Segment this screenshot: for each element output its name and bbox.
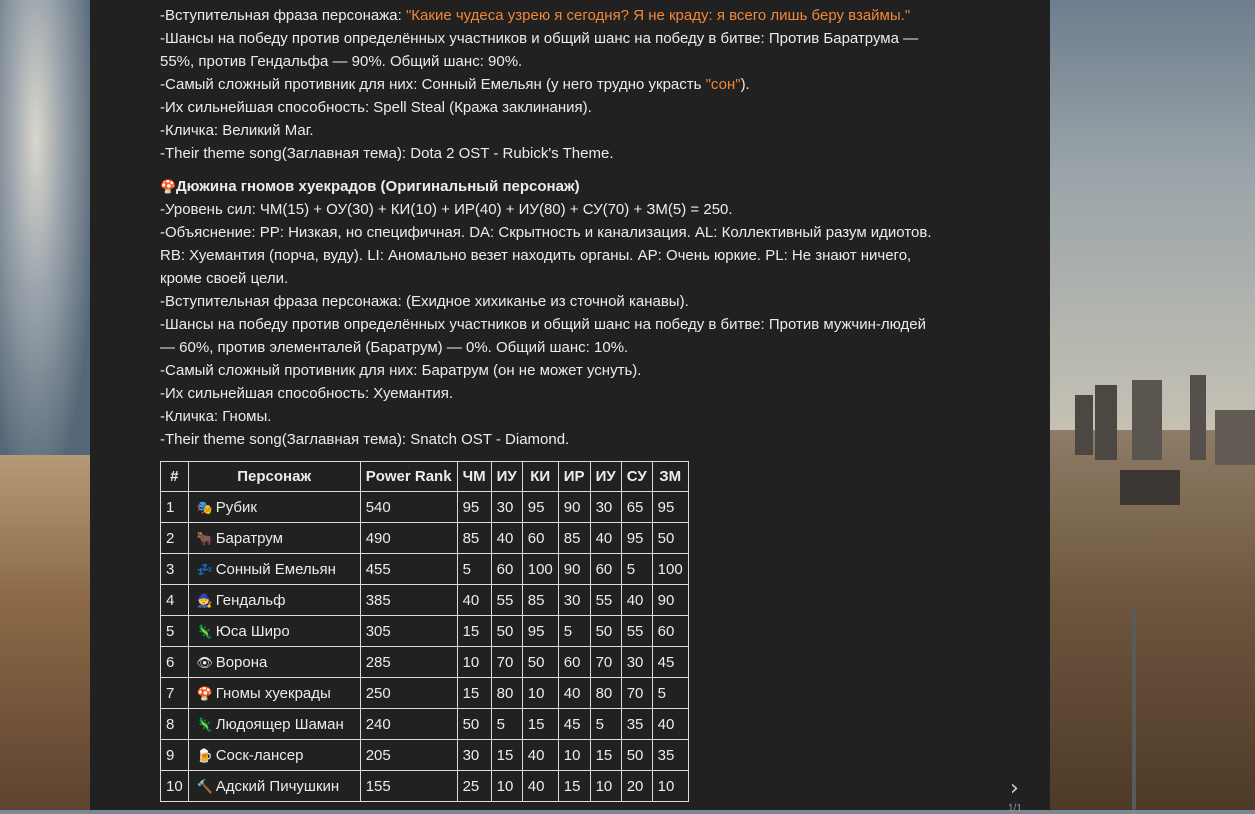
header-power-rank: Power Rank bbox=[360, 462, 457, 492]
character-cell bbox=[188, 554, 360, 585]
row-number: 1 bbox=[161, 492, 189, 523]
background-right-sky bbox=[1050, 0, 1255, 430]
table-row bbox=[161, 585, 689, 616]
stat-cell: 10 bbox=[558, 740, 590, 771]
stat-cell: 10 bbox=[522, 678, 558, 709]
header-stat: ИУ bbox=[590, 462, 621, 492]
table-row bbox=[161, 523, 689, 554]
stat-cell: 45 bbox=[652, 647, 688, 678]
stat-cell: 50 bbox=[491, 616, 522, 647]
mushroom-icon: 🍄 bbox=[196, 685, 213, 701]
stat-cell: 15 bbox=[522, 709, 558, 740]
power-rank-cell: 240 bbox=[360, 709, 457, 740]
masks-icon: 🎭 bbox=[196, 499, 213, 515]
row-number: 4 bbox=[161, 585, 189, 616]
table-row bbox=[161, 709, 689, 740]
stat-cell: 30 bbox=[457, 740, 491, 771]
header-stat: СУ bbox=[621, 462, 652, 492]
lizard-icon: 🦎 bbox=[196, 623, 213, 639]
character-name: Сонный Емельян bbox=[215, 560, 336, 578]
stat-cell: 55 bbox=[590, 585, 621, 616]
header-stat: ЗМ bbox=[652, 462, 688, 492]
stat-cell: 95 bbox=[457, 492, 491, 523]
stat-cell: 40 bbox=[621, 585, 652, 616]
stat-cell: 90 bbox=[652, 585, 688, 616]
rock-spire bbox=[1215, 410, 1255, 465]
stat-cell: 30 bbox=[558, 585, 590, 616]
row-number: 3 bbox=[161, 554, 189, 585]
row-number: 5 bbox=[161, 616, 189, 647]
character-name: Юса Широ bbox=[215, 622, 290, 640]
stat-cell: 60 bbox=[522, 523, 558, 554]
row-number: 2 bbox=[161, 523, 189, 554]
chat-panel bbox=[90, 0, 1050, 810]
theme-line: -Their theme song(Заглавная тема): Dota 2 OST - Rubick's Theme. bbox=[160, 145, 614, 162]
lizard-icon: 🦎 bbox=[196, 716, 213, 732]
stat-cell: 30 bbox=[491, 492, 522, 523]
ability-line: -Их сильнейшая способность: Хуемантия. bbox=[160, 385, 454, 402]
zzz-icon: 💤 bbox=[196, 561, 213, 577]
intro-quote: "Какие чудеса узрею я сегодня? Я не краду: я всего лишь беру взаймы." bbox=[405, 7, 911, 24]
row-number: 8 bbox=[161, 709, 189, 740]
rock-spire bbox=[1075, 395, 1093, 455]
stat-cell: 95 bbox=[522, 616, 558, 647]
power-rank-cell: 455 bbox=[360, 554, 457, 585]
nickname-line: -Кличка: Гномы. bbox=[160, 408, 272, 425]
hardest-opponent-line: -Самый сложный противник для них: Баратрум (он не может уснуть). bbox=[160, 362, 642, 379]
character-name: Соск-лансер bbox=[215, 746, 304, 764]
nickname-line: -Кличка: Великий Маг. bbox=[160, 122, 314, 139]
stat-cell: 65 bbox=[621, 492, 652, 523]
character-name: Баратрум bbox=[215, 529, 283, 547]
header-stat: ИР bbox=[558, 462, 590, 492]
pager-indicator: 1/1 bbox=[1008, 803, 1022, 814]
character-name: Адский Пичушкин bbox=[215, 777, 340, 795]
table-row bbox=[161, 616, 689, 647]
stat-cell: 80 bbox=[491, 678, 522, 709]
stat-cell: 5 bbox=[590, 709, 621, 740]
stat-cell: 15 bbox=[491, 740, 522, 771]
row-number: 9 bbox=[161, 740, 189, 771]
stat-cell: 100 bbox=[522, 554, 558, 585]
header-character: Персонаж bbox=[188, 462, 360, 492]
scrollbar-thumb[interactable] bbox=[1132, 610, 1136, 810]
stat-cell: 50 bbox=[621, 740, 652, 771]
table-row bbox=[161, 678, 689, 709]
character-name: Людоящер Шаман bbox=[215, 715, 344, 733]
stat-cell: 95 bbox=[652, 492, 688, 523]
stat-cell: 55 bbox=[491, 585, 522, 616]
explanation-line: -Объяснение: PP: Низкая, но специфичная. DA: Скрытность и канализация. AL: Коллективный разум идиотов. bbox=[160, 224, 932, 241]
header-stat: ЧМ bbox=[457, 462, 491, 492]
rock-spire bbox=[1190, 375, 1206, 460]
character-cell bbox=[188, 647, 360, 678]
table-header-row bbox=[161, 462, 689, 492]
odds-line: — 60%, против элементалей (Баратрум) — 0%. Общий шанс: 10%. bbox=[160, 339, 629, 356]
stat-cell: 70 bbox=[491, 647, 522, 678]
stat-cell: 100 bbox=[652, 554, 688, 585]
beer-icon: 🍺 bbox=[196, 747, 213, 763]
stat-cell: 10 bbox=[457, 647, 491, 678]
rock-spire bbox=[1095, 385, 1117, 460]
stat-cell: 40 bbox=[652, 709, 688, 740]
stat-cell: 15 bbox=[457, 616, 491, 647]
character-name: Рубик bbox=[215, 498, 257, 516]
ox-icon: 🐂 bbox=[196, 530, 213, 546]
stat-cell: 40 bbox=[590, 523, 621, 554]
power-rank-cell: 540 bbox=[360, 492, 457, 523]
table-row bbox=[161, 740, 689, 771]
stat-cell: 10 bbox=[491, 771, 522, 802]
character-cell bbox=[188, 771, 360, 802]
stat-cell: 50 bbox=[522, 647, 558, 678]
intro-line: -Вступительная фраза персонажа: "Какие чудеса узрею я сегодня? Я не краду: я всего лишь беру взаймы." bbox=[160, 7, 911, 24]
rock-boulder bbox=[1120, 470, 1180, 505]
stat-cell: 85 bbox=[457, 523, 491, 554]
stat-cell: 5 bbox=[491, 709, 522, 740]
stat-cell: 5 bbox=[621, 554, 652, 585]
stat-cell: 40 bbox=[522, 771, 558, 802]
character-cell bbox=[188, 740, 360, 771]
power-rank-cell: 155 bbox=[360, 771, 457, 802]
power-line: -Уровень сил: ЧМ(15) + ОУ(30) + КИ(10) + ИР(40) + ИУ(80) + СУ(70) + ЗМ(5) = 250. bbox=[160, 201, 733, 218]
background-left-ground bbox=[0, 455, 90, 810]
stat-cell: 35 bbox=[621, 709, 652, 740]
background-left-sky bbox=[0, 0, 90, 460]
character-cell bbox=[188, 492, 360, 523]
theme-line: -Their theme song(Заглавная тема): Snatch OST - Diamond. bbox=[160, 431, 570, 448]
odds-line: 55%, против Гендальфа — 90%. Общий шанс: 90%. bbox=[160, 53, 523, 70]
stat-cell: 10 bbox=[652, 771, 688, 802]
eye-icon: 👁 bbox=[196, 654, 213, 670]
stat-cell: 95 bbox=[621, 523, 652, 554]
stat-cell: 40 bbox=[522, 740, 558, 771]
character-name: Гномы хуекрады bbox=[215, 684, 331, 702]
stat-cell: 15 bbox=[590, 740, 621, 771]
hardest-opponent-line: -Самый сложный противник для них: Сонный Емельян (у него трудно украсть "сон"). bbox=[160, 76, 750, 93]
power-rank-cell: 285 bbox=[360, 647, 457, 678]
hammer-icon: 🔨 bbox=[196, 778, 213, 794]
table-row bbox=[161, 771, 689, 802]
stat-cell: 60 bbox=[558, 647, 590, 678]
character-name: Гендальф bbox=[215, 591, 286, 609]
stat-cell: 85 bbox=[522, 585, 558, 616]
chevron-right-icon[interactable]: › bbox=[1010, 776, 1019, 801]
table-row bbox=[161, 554, 689, 585]
mushroom-icon: 🍄 bbox=[160, 179, 177, 194]
character-name: Ворона bbox=[215, 653, 268, 671]
character-cell bbox=[188, 585, 360, 616]
stat-cell: 40 bbox=[558, 678, 590, 709]
row-number: 6 bbox=[161, 647, 189, 678]
intro-line: -Вступительная фраза персонажа: (Ехидное хихиканье из сточной канавы). bbox=[160, 293, 689, 310]
character-cell bbox=[188, 678, 360, 709]
row-number: 7 bbox=[161, 678, 189, 709]
power-rank-cell: 490 bbox=[360, 523, 457, 554]
power-rank-table bbox=[160, 461, 689, 802]
table-row bbox=[161, 647, 689, 678]
character-cell bbox=[188, 709, 360, 740]
power-rank-cell: 205 bbox=[360, 740, 457, 771]
stat-cell: 50 bbox=[457, 709, 491, 740]
stat-cell: 20 bbox=[621, 771, 652, 802]
odds-line: -Шансы на победу против определённых участников и общий шанс на победу в битве: Против Баратрума — bbox=[160, 30, 919, 47]
explanation-line: кроме своей цели. bbox=[160, 270, 289, 287]
stat-cell: 55 bbox=[621, 616, 652, 647]
stat-cell: 70 bbox=[621, 678, 652, 709]
section-heading: 🍄Дюжина гномов хуекрадов (Оригинальный персонаж) bbox=[160, 175, 1005, 198]
character-cell bbox=[188, 616, 360, 647]
ability-line: -Их сильнейшая способность: Spell Steal (Кража заклинания). bbox=[160, 99, 592, 116]
power-rank-cell: 305 bbox=[360, 616, 457, 647]
stat-cell: 5 bbox=[652, 678, 688, 709]
rock-spire bbox=[1132, 380, 1162, 460]
stat-cell: 95 bbox=[522, 492, 558, 523]
stat-cell: 15 bbox=[558, 771, 590, 802]
stat-cell: 5 bbox=[457, 554, 491, 585]
stat-cell: 40 bbox=[491, 523, 522, 554]
stat-cell: 30 bbox=[621, 647, 652, 678]
stat-cell: 45 bbox=[558, 709, 590, 740]
stat-cell: 35 bbox=[652, 740, 688, 771]
stat-cell: 60 bbox=[491, 554, 522, 585]
table-row bbox=[161, 492, 689, 523]
power-rank-cell: 385 bbox=[360, 585, 457, 616]
stat-cell: 50 bbox=[590, 616, 621, 647]
odds-line: -Шансы на победу против определённых участников и общий шанс на победу в битве: Против мужчин-людей bbox=[160, 316, 927, 333]
stat-cell: 10 bbox=[590, 771, 621, 802]
row-number: 10 bbox=[161, 771, 189, 802]
stat-cell: 85 bbox=[558, 523, 590, 554]
stat-cell: 25 bbox=[457, 771, 491, 802]
stat-cell: 15 bbox=[457, 678, 491, 709]
stat-cell: 30 bbox=[590, 492, 621, 523]
header-stat: КИ bbox=[522, 462, 558, 492]
power-rank-cell: 250 bbox=[360, 678, 457, 709]
stat-cell: 80 bbox=[590, 678, 621, 709]
header-stat: ИУ bbox=[491, 462, 522, 492]
header-number: # bbox=[161, 462, 189, 492]
stat-cell: 50 bbox=[652, 523, 688, 554]
stat-cell: 90 bbox=[558, 492, 590, 523]
stat-cell: 5 bbox=[558, 616, 590, 647]
stat-cell: 70 bbox=[590, 647, 621, 678]
message-content bbox=[160, 4, 1005, 451]
stat-cell: 60 bbox=[590, 554, 621, 585]
character-cell bbox=[188, 523, 360, 554]
wizard-icon: 🧙 bbox=[196, 592, 213, 608]
stat-cell: 60 bbox=[652, 616, 688, 647]
stat-cell: 40 bbox=[457, 585, 491, 616]
explanation-line: RB: Хуемантия (порча, вуду). LI: Аномально везет находить органы. AP: Очень юркие. PL: Не знают ничего, bbox=[160, 247, 912, 264]
stat-cell: 90 bbox=[558, 554, 590, 585]
